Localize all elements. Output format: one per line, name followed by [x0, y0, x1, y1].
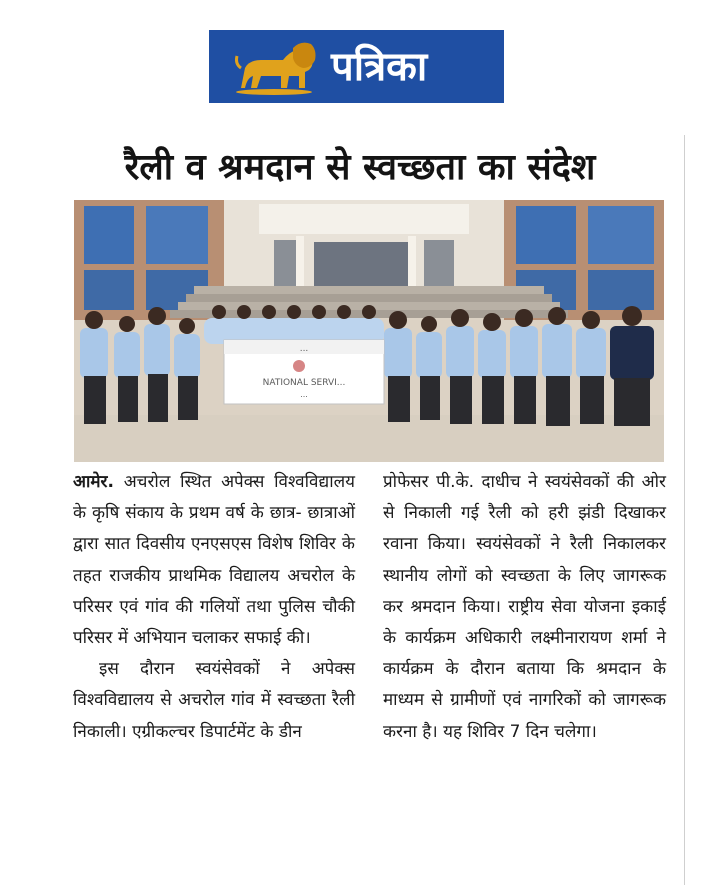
- newspaper-masthead: [209, 30, 504, 103]
- article-column-right: [383, 467, 666, 748]
- article-paragraph-text: अचरोल स्थित अपेक्स विश्वविद्यालय के कृषि संकाय के प्रथम वर्ष के छात्र- छात्राओं द्वारा सात दिवसीय एनएसएस विशेष शिविर के तहत राजकीय प्राथमिक विद्यालय अचरोल के परिसर एवं गांव की गलियों तथा पुलिस चौकी परिसर में अभियान चलाकर सफाई की।: [73, 472, 355, 649]
- article-dateline: आमेर.: [73, 472, 114, 492]
- column-divider: [684, 135, 685, 885]
- lion-icon: [231, 38, 317, 96]
- article-paragraph: प्रोफेसर पी.के. दाधीच ने स्वयंसेवकों की ओर से निकाली गई रैली को हरी झंडी दिखाकर रवाना किया। स्वयंसेवकों ने रैली निकालकर स्थानीय लोगों को स्वच्छता के लिए जागरूक कर श्रमदान किया। राष्ट्रीय सेवा योजना इकाई के कार्यक्रम अधिकारी लक्ष्मीनारायण शर्मा ने कार्यक्रम के दौरान बताया कि श्रमदान के माध्यम से ग्रामीणों एवं नागरिकों को जागरूक करना है। यह शिविर 7 दिन चलेगा।: [383, 472, 666, 742]
- banner-line-1: ...: [299, 344, 309, 354]
- article-photo: [74, 200, 664, 462]
- photo-banner: [224, 340, 384, 404]
- article-column-left: [73, 467, 355, 748]
- article-paragraph: इस दौरान स्वयंसेवकों ने अपेक्स विश्वविद्यालय से अचरोल गांव में स्वच्छता रैली निकाली। एग्रीकल्चर डिपार्टमेंट के डीन: [73, 659, 355, 742]
- banner-line-3: ...: [300, 390, 308, 399]
- article-headline: रैली व श्रमदान से स्वच्छता का संदेश: [124, 147, 596, 188]
- banner-line-2: NATIONAL SERVI...: [262, 378, 346, 388]
- newspaper-name: पत्रिका: [331, 43, 428, 90]
- group-photo: [74, 200, 664, 462]
- article-paragraph: [73, 467, 355, 654]
